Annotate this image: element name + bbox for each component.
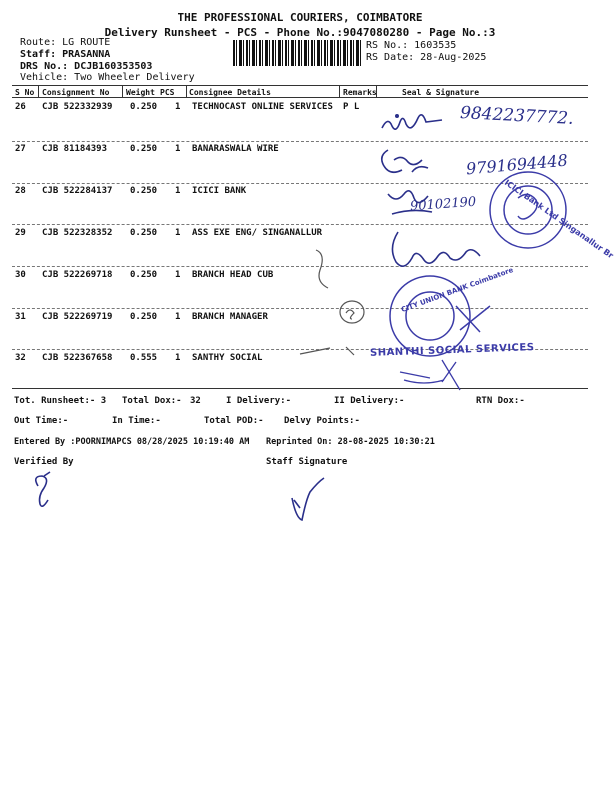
signature-row-29 — [392, 232, 480, 266]
col-pcs: PCS — [160, 88, 175, 97]
row-pcs: 1 — [175, 228, 181, 238]
pen-marks — [300, 250, 364, 355]
row-pcs: 1 — [175, 144, 181, 154]
row-weight: 0.555 — [130, 353, 158, 363]
staff-signature-label: Staff Signature — [266, 457, 348, 467]
row-weight: 0.250 — [130, 270, 158, 280]
row-consignee: BRANCH HEAD CUB — [192, 270, 274, 280]
row-pcs: 1 — [175, 353, 181, 363]
rs-date: RS Date: 28-Aug-2025 — [366, 52, 487, 63]
row-pcs: 1 — [175, 186, 181, 196]
row-weight: 0.250 — [130, 186, 158, 196]
row-pcs: 1 — [175, 102, 181, 112]
i-delivery: I Delivery:- — [226, 396, 292, 406]
handwritten-phone-3: 90102190 — [409, 194, 477, 215]
staff: Staff: PRASANNA — [20, 49, 111, 60]
row-weight: 0.250 — [130, 228, 158, 238]
ii-delivery: II Delivery:- — [334, 396, 405, 406]
row-sno: 32 — [15, 353, 26, 363]
vehicle: Vehicle: Two Wheeler Delivery — [20, 72, 195, 83]
row-consignment: CJB 81184393 — [42, 144, 108, 154]
city-union-stamp-text: CITY UNION BANK Coimbatore — [400, 265, 515, 315]
col-seal-signature: Seal & Signature — [402, 88, 480, 97]
row-sno: 28 — [15, 186, 26, 196]
row-consignment: CJB 522284137 — [42, 186, 113, 196]
row-consignment: CJB 522328352 — [42, 228, 113, 238]
out-time: Out Time:- — [14, 416, 69, 426]
in-time: In Time:- — [112, 416, 161, 426]
route: Route: LG ROUTE — [20, 37, 111, 48]
entered-by: Entered By :POORNIMAPCS 08/28/2025 10:19:40 AM — [14, 437, 250, 447]
tot-runsheet: Tot. Runsheet:- 3 — [14, 396, 107, 406]
row-consignee: ICICI BANK — [192, 186, 247, 196]
row-consignment: CJB 522367658 — [42, 353, 113, 363]
col-remarks: Remarks — [343, 88, 377, 97]
total-pod: Total POD:- — [204, 416, 264, 426]
row-consignment: CJB 522269719 — [42, 312, 113, 322]
row-sno: 31 — [15, 312, 26, 322]
verified-by-signature — [36, 472, 50, 506]
total-dox-value: 32 — [190, 396, 201, 406]
row-sno: 29 — [15, 228, 26, 238]
company-title: THE PROFESSIONAL COURIERS, COIMBATORE — [177, 11, 423, 24]
handwritten-phone-1: 9842237772. — [459, 103, 575, 129]
row-weight: 0.250 — [130, 102, 158, 112]
signature-row-27 — [382, 150, 428, 172]
row-sno: 27 — [15, 144, 26, 154]
row-pcs: 1 — [175, 312, 181, 322]
row-consignment: CJB 522332939 — [42, 102, 113, 112]
row-consignee: BANARASWALA WIRE — [192, 144, 279, 154]
col-sno: S No — [15, 88, 35, 97]
staff-signature — [292, 478, 324, 520]
shanthi-stamp-text: SHANTHI SOCIAL SERVICES — [369, 342, 535, 359]
reprinted-on: Reprinted On: 28-08-2025 10:30:21 — [266, 437, 435, 447]
signature-row-26 — [382, 115, 442, 129]
col-consignment: Consignment No — [42, 88, 110, 97]
row-pcs: 1 — [175, 270, 181, 280]
signature-row-28 — [388, 191, 432, 214]
handwritten-phone-2: 9791694448 — [465, 150, 569, 179]
row-consignee: ASS EXE ENG/ SINGANALLUR — [192, 228, 323, 238]
row-weight: 0.250 — [130, 312, 158, 322]
shanthi-stamp — [400, 360, 460, 390]
delvy-points: Delvy Points:- — [284, 416, 360, 426]
rs-number: RS No.: 1603535 — [366, 40, 457, 51]
row-weight: 0.250 — [130, 144, 158, 154]
col-consignee: Consignee Details — [189, 88, 271, 97]
row-sno: 30 — [15, 270, 26, 280]
row-remarks: P L — [343, 102, 360, 112]
row-consignee: TECHNOCAST ONLINE SERVICES — [192, 102, 333, 112]
row-consignee: BRANCH MANAGER — [192, 312, 268, 322]
rtn-dox: RTN Dox:- — [476, 396, 525, 406]
col-weight: Weight — [126, 88, 155, 97]
row-consignee: SANTHY SOCIAL — [192, 353, 263, 363]
row-sno: 26 — [15, 102, 26, 112]
total-dox-label: Total Dox:- — [122, 396, 182, 406]
row-consignment: CJB 522269718 — [42, 270, 113, 280]
drs-number: DRS No.: DCJB160353503 — [20, 61, 153, 72]
icici-stamp-text: ICICI Bank Ltd Singanallur Br — [502, 178, 615, 261]
runsheet-subtitle: Delivery Runsheet - PCS - Phone No.:9047080280 - Page No.:3 — [104, 26, 496, 39]
verified-by: Verified By — [14, 457, 74, 467]
